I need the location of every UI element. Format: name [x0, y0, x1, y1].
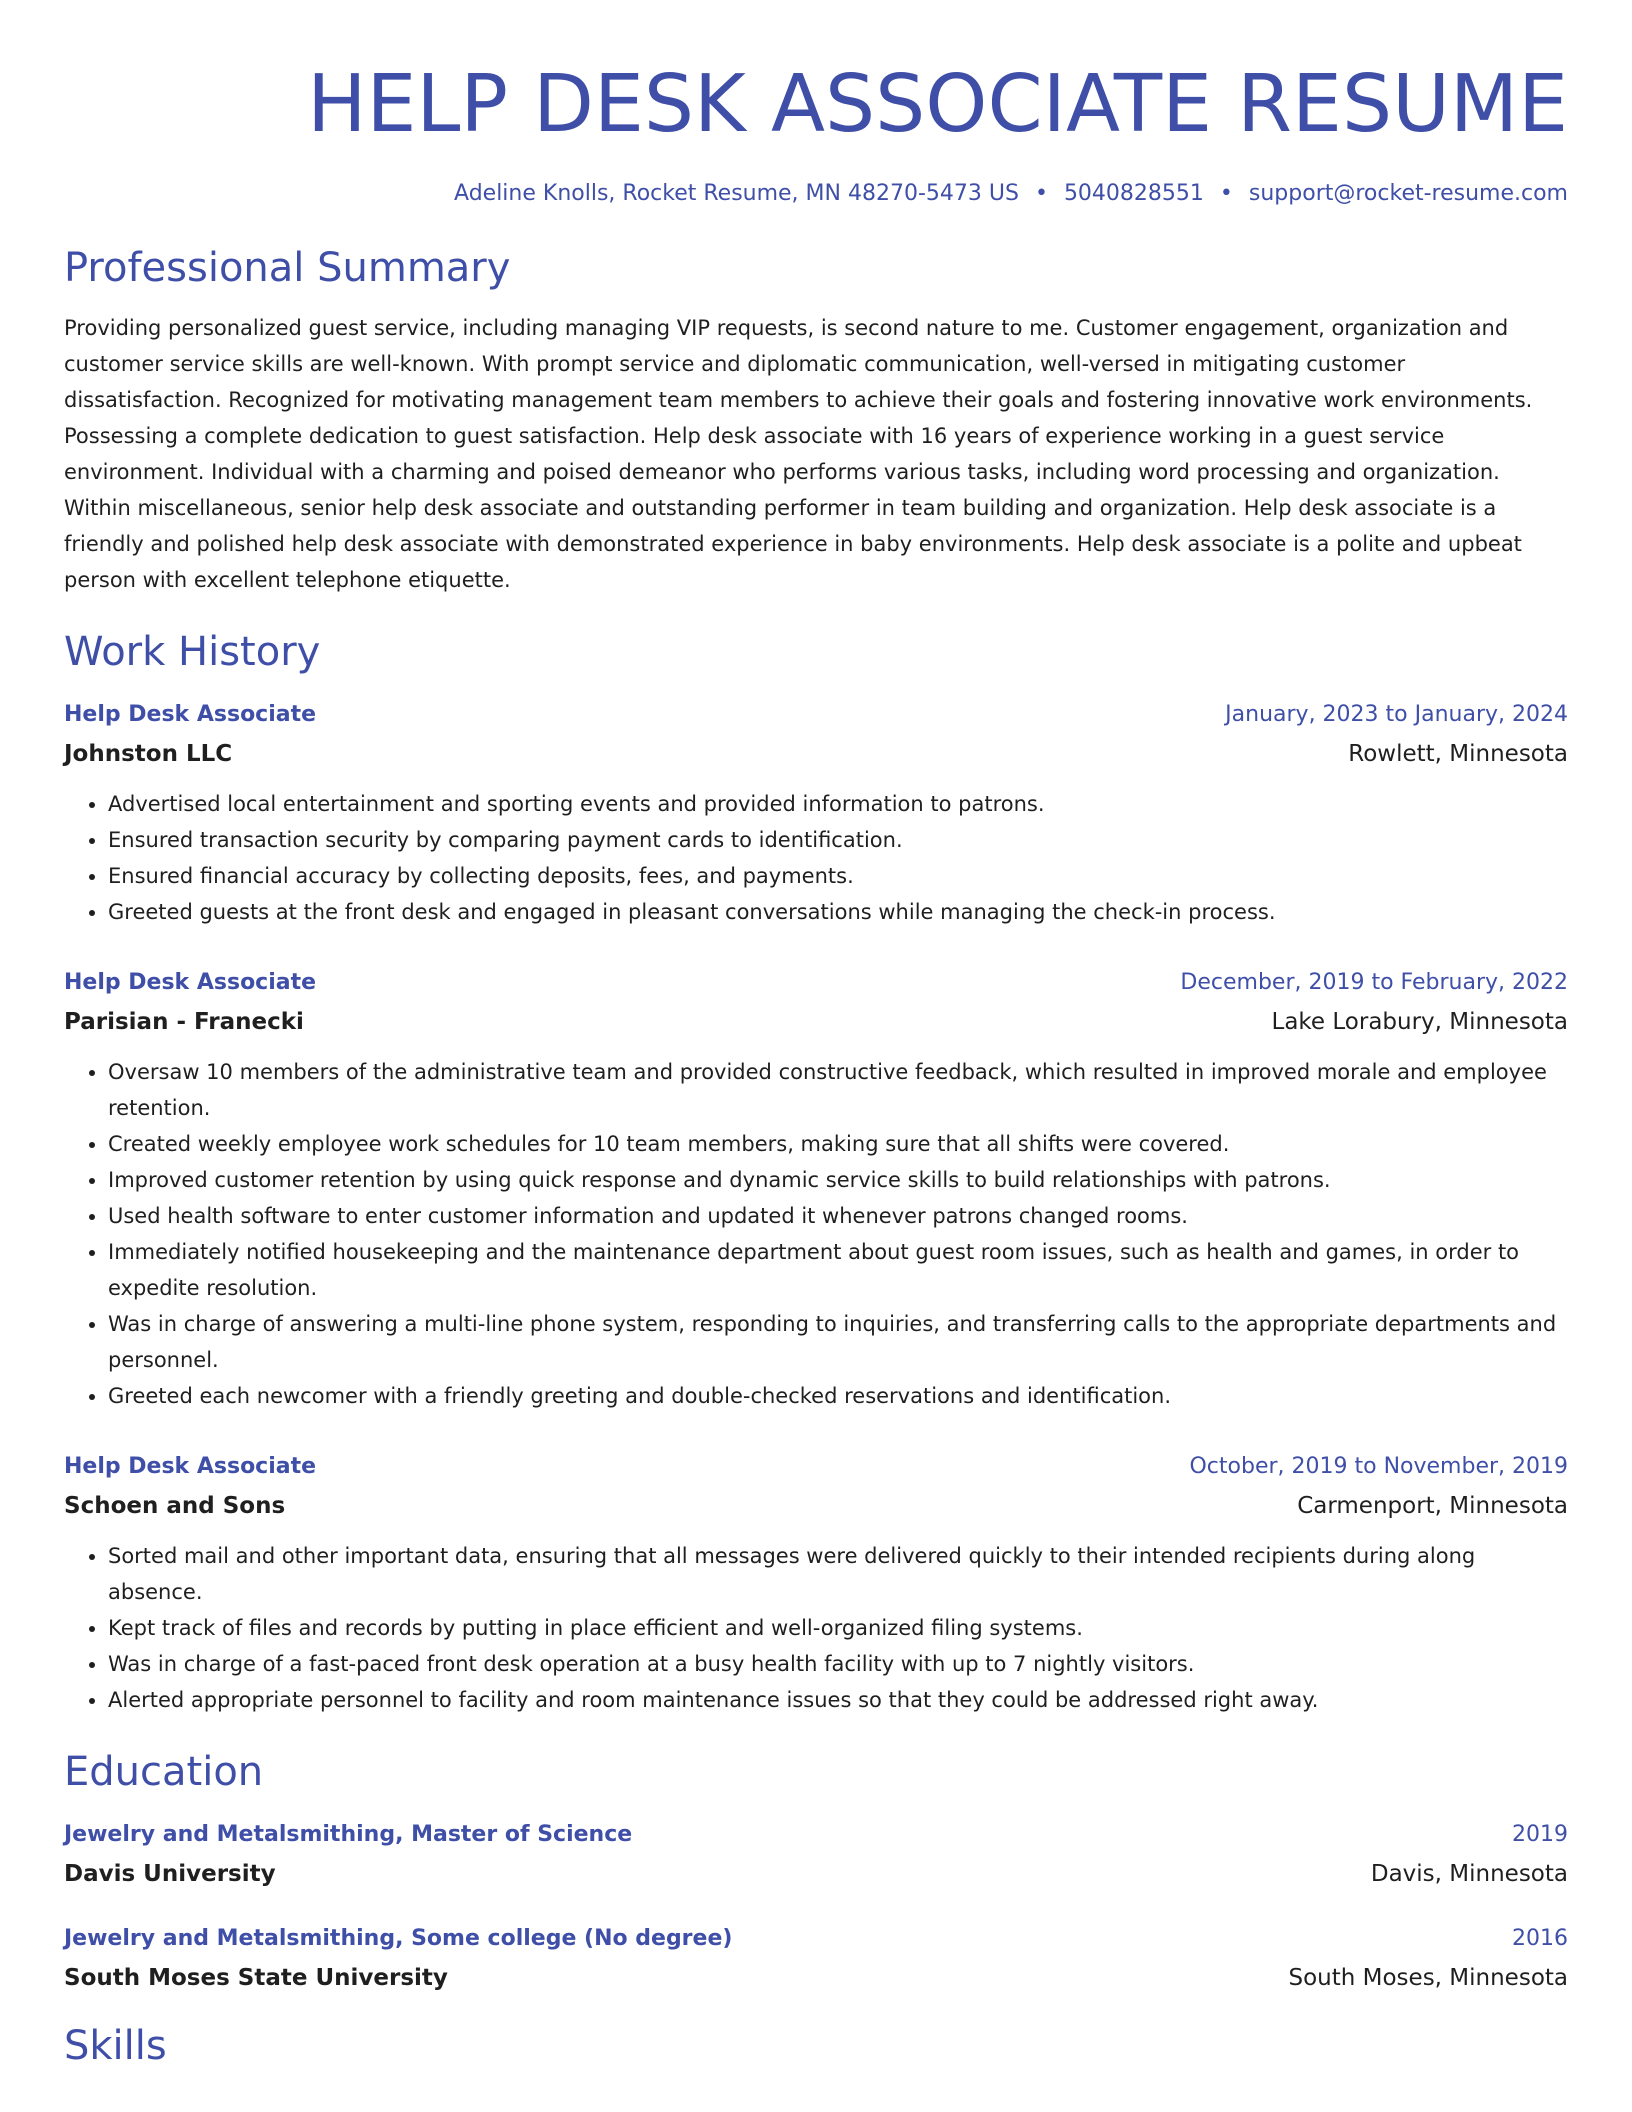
job-location: Lake Lorabury, Minnesota — [1271, 1009, 1568, 1035]
job-title: Help Desk Associate — [64, 1454, 317, 1479]
job-company: Parisian - Franecki — [64, 1009, 304, 1035]
education-school: South Moses State University — [64, 1965, 448, 1991]
job-dates: January, 2023 to January, 2024 — [1225, 702, 1568, 727]
education-year: 2019 — [1512, 1822, 1568, 1847]
education-degree: Jewelry and Metalsmithing, Master of Science — [64, 1822, 633, 1847]
education-degree-row — [64, 1816, 1568, 1854]
contact-phone: 5040828551 — [1063, 181, 1204, 206]
job-bullet: • Advertised local entertainment and sporting events and provided information to patrons. — [108, 786, 1568, 822]
contact-separator: • — [1034, 181, 1048, 206]
job-company: Schoen and Sons — [64, 1493, 286, 1519]
education-school-row — [64, 1958, 1568, 1998]
job-bullet: • Greeted guests at the front desk and engaged in pleasant conversations while managing the check-in process. — [108, 894, 1568, 930]
education-entry — [64, 1920, 1568, 1998]
contact-address: Adeline Knolls, Rocket Resume, MN 48270-5473 US — [454, 181, 1019, 206]
job-bullet-list — [64, 1538, 1568, 1718]
job-entry — [64, 696, 1568, 930]
contact-email: support@rocket-resume.com — [1248, 181, 1568, 206]
section-heading-skills: Skills — [64, 2023, 167, 2069]
section-heading-work-history: Work History — [64, 629, 321, 675]
job-bullet: • Oversaw 10 members of the administrative team and provided constructive feedback, which resulted in improved morale and employee retention. — [108, 1054, 1568, 1126]
job-title-row — [64, 964, 1568, 1002]
job-bullet: • Greeted each newcomer with a friendly greeting and double-checked reservations and identification. — [108, 1378, 1568, 1414]
job-bullet: • Ensured financial accuracy by collecting deposits, fees, and payments. — [108, 858, 1568, 894]
job-bullet: • Was in charge of answering a multi-line phone system, responding to inquiries, and transferring calls to the appropriate departments and personnel. — [108, 1306, 1568, 1378]
job-dates: October, 2019 to November, 2019 — [1189, 1454, 1568, 1479]
education-school: Davis University — [64, 1861, 276, 1887]
education-location: Davis, Minnesota — [1370, 1861, 1568, 1887]
resume-page — [64, 0, 1568, 2072]
job-company-row — [64, 1486, 1568, 1526]
job-title: Help Desk Associate — [64, 970, 317, 995]
education-entry — [64, 1816, 1568, 1894]
job-location: Carmenport, Minnesota — [1297, 1493, 1568, 1519]
job-bullet: • Immediately notified housekeeping and the maintenance department about guest room issues, such as health and games, in order to expedite resolution. — [108, 1234, 1568, 1306]
education-location: South Moses, Minnesota — [1288, 1965, 1568, 1991]
job-dates: December, 2019 to February, 2022 — [1180, 970, 1568, 995]
job-title-row — [64, 1448, 1568, 1486]
education-school-row — [64, 1854, 1568, 1894]
job-location: Rowlett, Minnesota — [1348, 741, 1568, 767]
education-degree: Jewelry and Metalsmithing, Some college (No degree) — [64, 1926, 733, 1951]
job-bullet: • Used health software to enter customer information and updated it whenever patrons changed rooms. — [108, 1198, 1568, 1234]
job-company-row — [64, 734, 1568, 774]
contact-line — [64, 178, 1568, 210]
job-bullet: • Was in charge of a fast-paced front desk operation at a busy health facility with up to 7 nightly visitors. — [108, 1646, 1568, 1682]
job-entry — [64, 964, 1568, 1414]
section-heading-education: Education — [64, 1749, 264, 1795]
education-degree-row — [64, 1920, 1568, 1958]
job-bullet-list — [64, 1054, 1568, 1414]
job-bullet: • Ensured transaction security by comparing payment cards to identification. — [108, 822, 1568, 858]
section-heading-summary: Professional Summary — [64, 245, 511, 291]
job-bullet: • Created weekly employee work schedules for 10 team members, making sure that all shifts were covered. — [108, 1126, 1568, 1162]
education-year: 2016 — [1512, 1926, 1568, 1951]
job-bullet: • Improved customer retention by using quick response and dynamic service skills to build relationships with patrons. — [108, 1162, 1568, 1198]
job-bullet: • Kept track of files and records by putting in place efficient and well-organized filing systems. — [108, 1610, 1568, 1646]
job-company-row — [64, 1002, 1568, 1042]
resume-title: HELP DESK ASSOCIATE RESUME — [307, 58, 1568, 150]
contact-separator: • — [1219, 181, 1233, 206]
job-bullet-list — [64, 786, 1568, 930]
job-entry — [64, 1448, 1568, 1718]
job-bullet: • Alerted appropriate personnel to facility and room maintenance issues so that they could be addressed right away. — [108, 1682, 1568, 1718]
job-title-row — [64, 696, 1568, 734]
summary-paragraph: Providing personalized guest service, including managing VIP requests, is second nature to me. Customer engagement, organization and customer service skills are well-known. With prompt service and diplomatic communication, well-versed in mitigating customer dissatisfaction. Recognized for motivating management team members to achieve their goals and fostering innovative work environments. Possessing a complete dedication to guest satisfaction. Help desk associate with 16 years of experience working in a guest service environment. Individual with a charming and poised demeanor who performs various tasks, including word processing and organization. Within miscellaneous, senior help desk associate and outstanding performer in team building and organization. Help desk associate is a friendly and polished help desk associate with demonstrated experience in baby environments. Help desk associate is a polite and upbeat person with excellent telephone etiquette. — [64, 316, 1533, 592]
job-bullet: • Sorted mail and other important data, ensuring that all messages were delivered quickly to their intended recipients during along absence. — [108, 1538, 1568, 1610]
job-title: Help Desk Associate — [64, 702, 317, 727]
job-company: Johnston LLC — [64, 741, 233, 767]
